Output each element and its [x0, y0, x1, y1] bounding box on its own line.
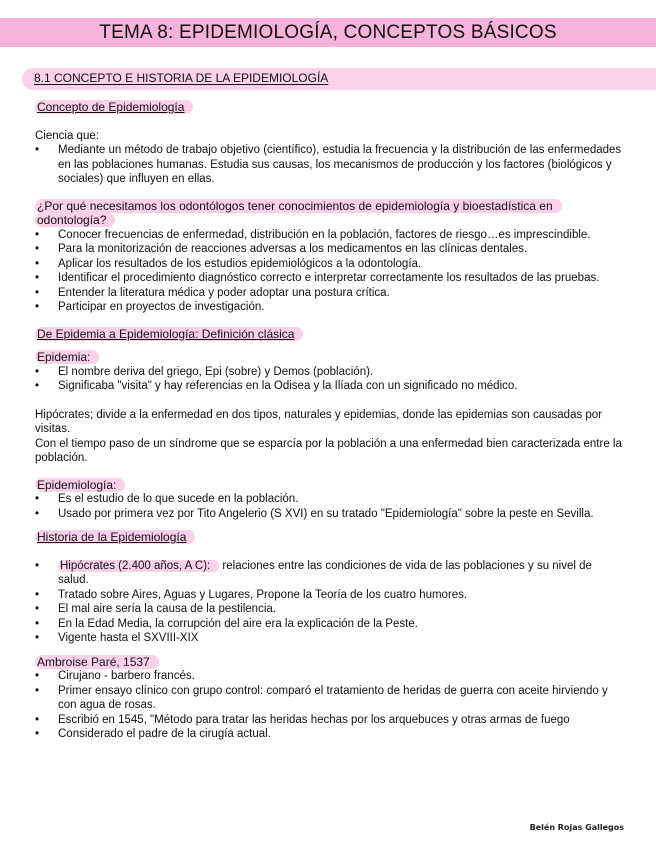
list-item: • El mal aire sería la causa de la pestilencia. — [35, 602, 625, 617]
list-item: • Es el estudio de lo que sucede en la población. — [35, 492, 625, 507]
concepto-heading: Concepto de Epidemiología — [35, 100, 625, 115]
list-item: • Conocer frecuencias de enfermedad, distribución en la población, factores de riesgo…es imprescindible. — [35, 228, 625, 243]
page-title: TEMA 8: EPIDEMIOLOGÍA, CONCEPTOS BÁSICOS — [0, 18, 656, 47]
hipocrates-label: Hipócrates (2.400 años, A C): — [58, 560, 219, 572]
historia-heading: Historia de la Epidemiología — [35, 530, 625, 545]
list-item: • Cirujano - barbero francés. — [35, 669, 625, 684]
list-item: • Entender la literatura médica y poder adoptar una postura crítica. — [35, 286, 625, 301]
author-signature: Belén Rojas Gallegos — [529, 823, 624, 832]
list-item: • Vigente hasta el SXVIII-XIX — [35, 631, 625, 646]
concepto-lead: Ciencia que: — [35, 129, 99, 142]
list-item: • Para la monitorización de reacciones adversas a los medicamentos en las clínicas dentales. — [35, 242, 625, 257]
list-item: • Identificar el procedimiento diagnóstico correcto e interpretar correctamente los resultados de las pruebas. — [35, 271, 625, 286]
list-item: • El nombre deriva del griego, Epi (sobre) y Demos (población). — [35, 365, 625, 380]
section-header — [22, 68, 656, 90]
list-item: • Tratado sobre Aires, Aguas y Lugares, Propone la Teoría de los cuatro humores. — [35, 588, 625, 603]
epidemia-label: Epidemia: — [35, 350, 625, 365]
list-item: • En la Edad Media, la corrupción del aire era la explicación de la Peste. — [35, 617, 625, 632]
hipocrates-paragraph: Hipócrates; divide a la enfermedad en dos tipos, naturales y epidemias, donde las epidemias son causadas por visitas. — [35, 408, 603, 435]
porque-heading: ¿Por qué necesitamos los odontólogos tener conocimientos de epidemiología y bioestadística en odontología? — [35, 199, 625, 228]
list-item: • Primer ensayo clínico con grupo control: comparó el tratamiento de heridas de guerra con aceite hirviendo y con agua de rosas. — [35, 684, 625, 713]
list-item: • Participar en proyectos de investigación. — [35, 300, 625, 315]
list-item: • Usado por primera vez por Tito Angelerio (S XVI) en su tratado "Epidemiología" sobre la peste en Sevilla. — [35, 507, 625, 522]
epidemia-def-heading: De Epidemia a Epidemiología: Definición clásica — [35, 327, 625, 342]
list-item: • Escribió en 1545, "Método para tratar las heridas hechas por los arquebuces y otras armas de fuego — [35, 713, 625, 728]
list-item: • Considerado el padre de la cirugía actual. — [35, 727, 625, 742]
list-item: • Aplicar los resultados de los estudios epidemiológicos a la odontología. — [35, 257, 625, 272]
hipocrates-text: relaciones entre las condiciones de vida de las poblaciones y su nivel de salud. — [58, 559, 592, 586]
tiempo-paragraph: Con el tiempo paso de un síndrome que se esparcía por la población a una enfermedad bien caracterizada entre la población. — [35, 437, 622, 464]
section-title: 8.1 CONCEPTO E HISTORIA DE LA EPIDEMIOLOGÍA — [34, 71, 329, 85]
epidemiologia-label: Epidemiología: — [35, 478, 625, 493]
list-item: • Significaba "visita" y hay referencias en la Odisea y la Ilíada con un significado no médico. — [35, 379, 625, 394]
list-item — [35, 559, 625, 588]
document-body — [35, 100, 625, 742]
list-item: • Mediante un método de trabajo objetivo (científico), estudia la frecuencia y la distribución de las enfermedades en las poblaciones humanas. Estudia sus causas, los mecanismos de producción y los factores (biológicos y sociales) que influyen en ellas. — [35, 143, 625, 187]
pare-heading: Ambroise Paré, 1537 — [35, 655, 625, 670]
